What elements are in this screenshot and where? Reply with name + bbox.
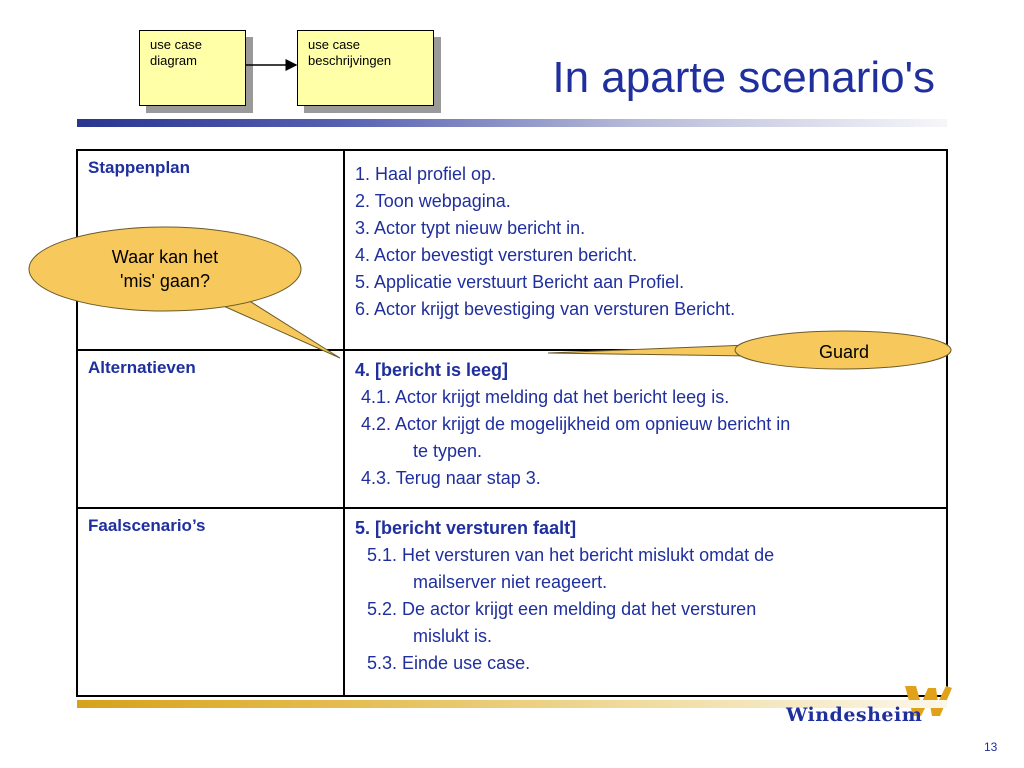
windesheim-logo-text: Windesheim xyxy=(786,704,923,726)
box1-line-2: diagram xyxy=(150,53,197,68)
step-line: 1. Haal profiel op. xyxy=(355,164,497,184)
box1-line-1: use case xyxy=(150,37,203,52)
question-line-2: 'mis' gaan? xyxy=(120,271,210,291)
question-callout-text xyxy=(60,245,270,293)
guard-label: Guard xyxy=(818,342,870,362)
alternative-line: te typen. xyxy=(413,441,483,461)
box2-line-2: beschrijvingen xyxy=(308,53,392,68)
failure-line: 5.2. De actor krijgt een melding dat het versturen xyxy=(367,599,757,619)
failure-line: mislukt is. xyxy=(413,626,493,646)
step-line: 6. Actor krijgt bevestiging van versturen Bericht. xyxy=(355,299,736,319)
step-line: 4. Actor bevestigt versturen bericht. xyxy=(355,245,638,265)
alternative-line: 4.1. Actor krijgt melding dat het bericht leeg is. xyxy=(361,387,730,407)
failure-line: 5.3. Einde use case. xyxy=(367,653,531,673)
question-line-1: Waar kan het xyxy=(111,247,219,267)
box2-line-1: use case xyxy=(308,37,361,52)
step-line: 2. Toon webpagina. xyxy=(355,191,511,211)
failure-heading: 5. [bericht versturen faalt] xyxy=(355,518,577,538)
alternative-line: 4.2. Actor krijgt de mogelijkheid om opnieuw bericht in xyxy=(361,414,791,434)
failure-line: mailserver niet reageert. xyxy=(413,572,608,592)
alternative-line: 4.3. Terug naar stap 3. xyxy=(361,468,541,488)
page-title: In aparte scenario's xyxy=(552,53,935,102)
page-number: 13 xyxy=(984,740,998,754)
row-label-faalscenarios: Faalscenario’s xyxy=(77,508,344,696)
step-line: 5. Applicatie verstuurt Bericht aan Profiel. xyxy=(355,272,685,292)
row-label-alternatieven: Alternatieven xyxy=(77,350,344,508)
failure-line: 5.1. Het versturen van het bericht mislukt omdat de xyxy=(367,545,775,565)
alternative-heading: 4. [bericht is leeg] xyxy=(355,360,509,380)
row-label-stappenplan: Stappenplan xyxy=(77,150,344,350)
step-line: 3. Actor typt nieuw bericht in. xyxy=(355,218,586,238)
